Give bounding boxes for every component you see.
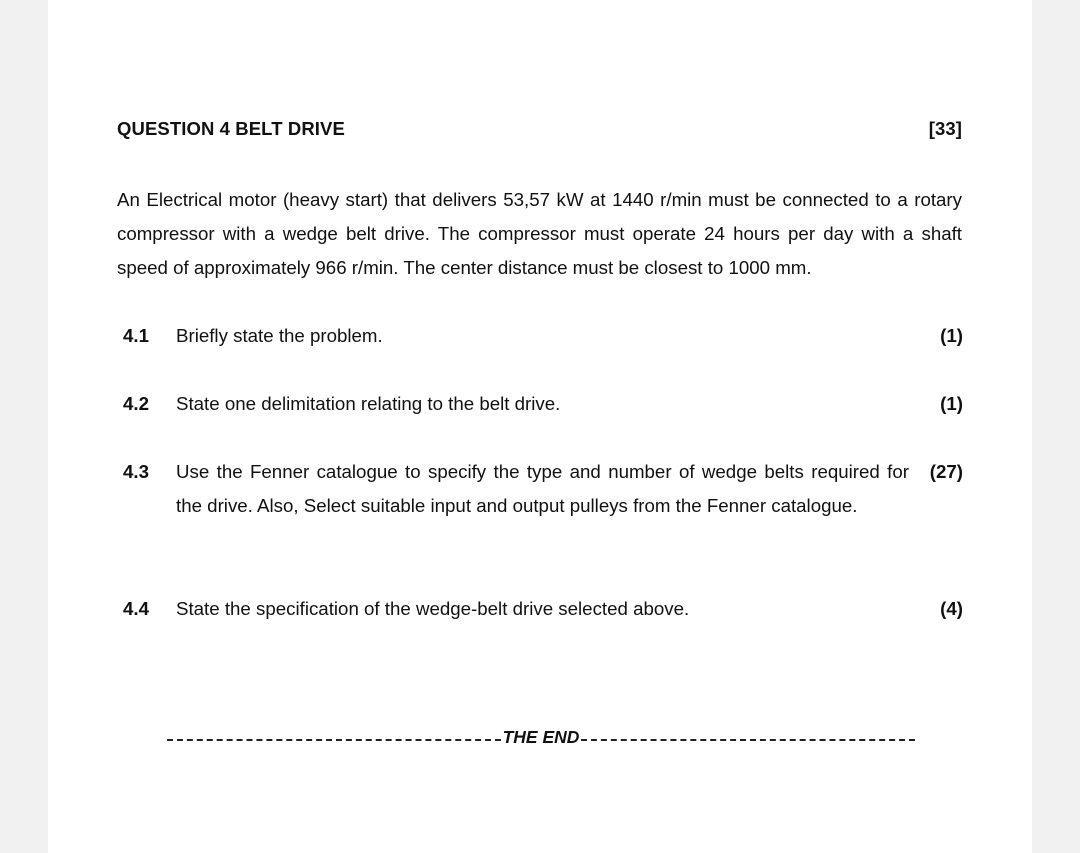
sub-question-text: Use the Fenner catalogue to specify the type and number of wedge belts required for the drive. Also, Select suitable input and output pulleys from the Fenner catalogue. (176, 461, 909, 516)
sub-question-number: 4.3 (123, 461, 149, 482)
end-marker (167, 727, 915, 748)
sub-question-marks: (27) (929, 461, 963, 482)
document-page (48, 0, 1032, 853)
sub-question-marks: (1) (940, 393, 963, 414)
question-total-marks: [33] (928, 118, 962, 139)
question-intro: An Electrical motor (heavy start) that delivers 53,57 kW at 1440 r/min must be connected to a rotary compressor with a wedge belt drive. The compressor must operate 24 hours per day with a shaft speed of approximately 966 r/min. The center distance must be closest to 1000 mm. (117, 189, 962, 278)
dashed-line-right (581, 739, 915, 741)
sub-question-number: 4.2 (123, 393, 149, 414)
end-text: THE END (502, 727, 580, 747)
sub-question-marks: (1) (940, 325, 963, 346)
sub-question-text: State one delimitation relating to the belt drive. (176, 393, 561, 414)
sub-question-number: 4.1 (123, 325, 149, 346)
dashed-line-left (167, 739, 501, 741)
question-title: QUESTION 4 BELT DRIVE (117, 118, 345, 139)
sub-question-text: State the specification of the wedge-belt drive selected above. (176, 598, 690, 619)
sub-question-number: 4.4 (123, 598, 149, 619)
sub-question-text: Briefly state the problem. (176, 325, 383, 346)
sub-question-marks: (4) (940, 598, 963, 619)
